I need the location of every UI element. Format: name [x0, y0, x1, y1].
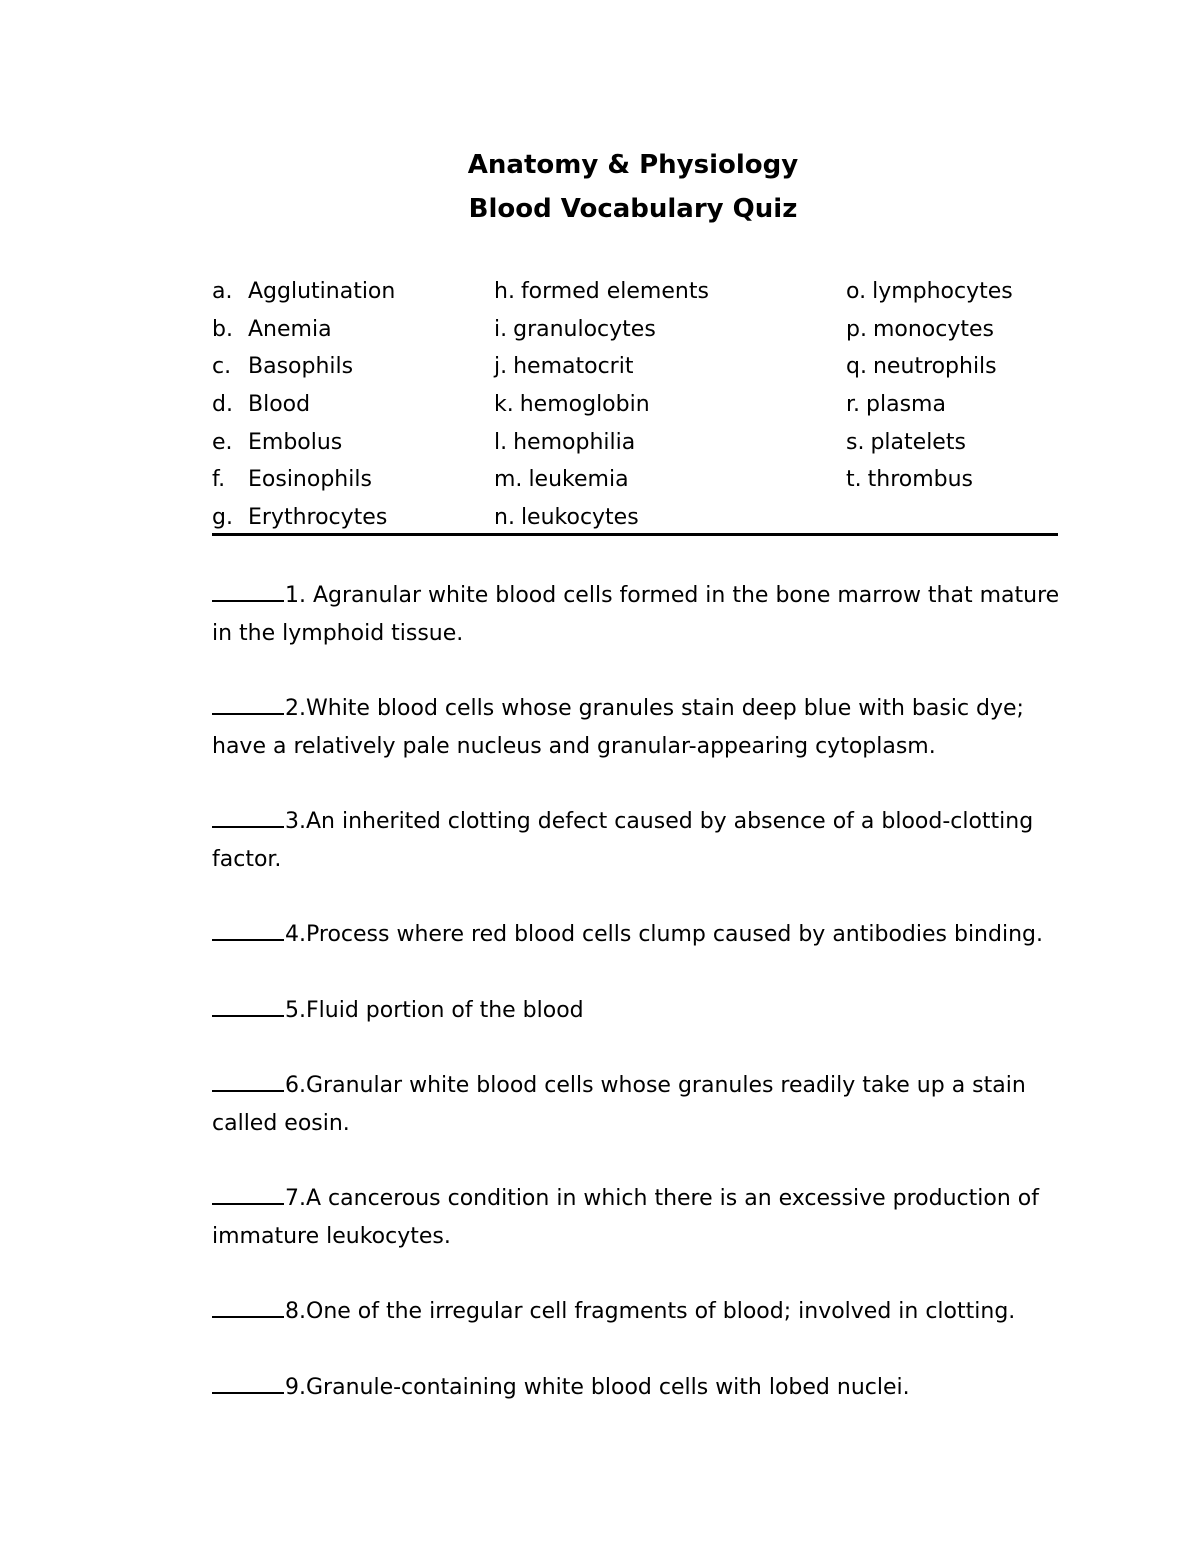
term-column-2: [494, 273, 709, 537]
term-letter: h.: [494, 279, 515, 304]
term-bank: [212, 273, 1058, 535]
term-letter: o.: [846, 279, 867, 304]
answer-blank[interactable]: [212, 1370, 284, 1394]
term-item: [212, 424, 395, 462]
term-item: [212, 461, 395, 499]
term-text: Embolus: [248, 429, 343, 455]
question-text: Agranular white blood cells formed in the bone marrow that mature in the lymphoid tissue.: [212, 583, 1060, 646]
question-text: A cancerous condition in which there is an excessive production of immature leukocytes.: [212, 1186, 1039, 1249]
term-item: [212, 311, 395, 349]
term-item: [494, 461, 709, 499]
term-item: [212, 273, 395, 311]
term-item: [494, 386, 709, 424]
term-column-1: [212, 273, 395, 537]
term-column-3: [846, 273, 1013, 499]
term-letter: a.: [212, 279, 233, 304]
term-item: [846, 273, 1013, 311]
term-letter: d.: [212, 392, 233, 418]
term-letter: n.: [494, 505, 515, 531]
term-letter: b.: [212, 316, 233, 342]
term-item: [494, 273, 709, 311]
question-text: Granule-containing white blood cells with lobed nuclei.: [306, 1374, 910, 1400]
term-item: [494, 348, 709, 386]
term-item: [846, 461, 1013, 499]
question-item: [212, 1067, 1072, 1142]
term-text: monocytes: [872, 316, 995, 342]
question-text: An inherited clotting defect caused by absence of a blood-clotting factor.: [212, 809, 1034, 872]
term-letter: e.: [212, 429, 233, 455]
term-letter: l.: [494, 429, 508, 455]
question-item: [212, 1180, 1072, 1255]
term-text: Anemia: [248, 316, 332, 342]
section-divider: [212, 533, 1058, 536]
term-letter: i.: [494, 316, 508, 342]
term-text: Basophils: [248, 354, 354, 380]
question-number: 5.: [285, 997, 306, 1023]
question-number: 9.: [285, 1374, 306, 1400]
question-text: Process where red blood cells clump caused by antibodies binding.: [306, 922, 1043, 948]
question-number: 8.: [285, 1299, 306, 1325]
term-text: plasma: [866, 392, 946, 418]
question-number: 1.: [285, 583, 306, 608]
term-text: hemoglobin: [519, 392, 650, 418]
question-item: [212, 916, 1072, 954]
term-item: [846, 348, 1013, 386]
term-text: leukemia: [528, 467, 629, 493]
term-item: [846, 311, 1013, 349]
answer-blank[interactable]: [212, 993, 284, 1017]
term-text: leukocytes: [520, 505, 639, 531]
question-item: [212, 577, 1072, 652]
term-item: [494, 499, 709, 537]
term-letter: k.: [494, 392, 514, 418]
term-text: hematocrit: [513, 354, 634, 380]
term-text: granulocytes: [513, 316, 656, 342]
term-text: Blood: [248, 392, 311, 418]
term-item: [846, 424, 1013, 462]
title-block: [0, 143, 1200, 231]
term-text: formed elements: [520, 279, 709, 304]
question-item: [212, 1293, 1072, 1331]
question-item: [212, 690, 1072, 765]
term-letter: p.: [846, 316, 867, 342]
question-text: Fluid portion of the blood: [306, 997, 584, 1023]
answer-blank[interactable]: [212, 804, 284, 828]
answer-blank[interactable]: [212, 1181, 284, 1205]
term-item: [494, 424, 709, 462]
question-number: 6.: [285, 1073, 306, 1099]
term-letter: r.: [846, 392, 861, 418]
term-text: hemophilia: [513, 429, 636, 455]
term-letter: q.: [846, 354, 867, 380]
term-item: [212, 348, 395, 386]
term-item: [212, 386, 395, 424]
answer-blank[interactable]: [212, 691, 284, 715]
answer-blank[interactable]: [212, 917, 284, 941]
term-letter: j.: [494, 354, 508, 380]
question-item: [212, 992, 1072, 1030]
term-letter: s.: [846, 429, 865, 455]
term-text: platelets: [870, 429, 966, 455]
term-text: Eosinophils: [248, 467, 372, 493]
question-list: [212, 577, 1072, 1444]
question-item: [212, 1369, 1072, 1407]
term-text: Agglutination: [248, 279, 396, 304]
question-text: Granular white blood cells whose granules readily take up a stain called eosin.: [212, 1073, 1026, 1136]
term-letter: t.: [846, 467, 862, 493]
page-title: Anatomy & Physiology: [467, 150, 799, 180]
question-number: 4.: [285, 922, 306, 948]
term-item: [846, 386, 1013, 424]
term-text: neutrophils: [872, 354, 997, 380]
answer-blank[interactable]: [212, 578, 284, 602]
term-text: Erythrocytes: [248, 505, 388, 531]
question-number: 7.: [285, 1186, 306, 1212]
question-number: 3.: [285, 809, 306, 835]
question-text: One of the irregular cell fragments of blood; involved in clotting.: [306, 1299, 1016, 1325]
question-item: [212, 803, 1072, 878]
answer-blank[interactable]: [212, 1068, 284, 1092]
question-number: 2.: [285, 696, 306, 722]
term-letter: m.: [494, 467, 523, 493]
question-text: White blood cells whose granules stain deep blue with basic dye; have a relatively pale nucleus and granular-appearing cytoplasm.: [212, 696, 1024, 759]
answer-blank[interactable]: [212, 1294, 284, 1318]
term-text: thrombus: [867, 467, 974, 493]
term-item: [494, 311, 709, 349]
term-letter: g.: [212, 505, 233, 531]
page-subtitle: Blood Vocabulary Quiz: [468, 194, 798, 224]
term-letter: f.: [212, 467, 226, 493]
term-text: lymphocytes: [872, 279, 1013, 304]
term-item: [212, 499, 395, 537]
term-letter: c.: [212, 354, 232, 380]
